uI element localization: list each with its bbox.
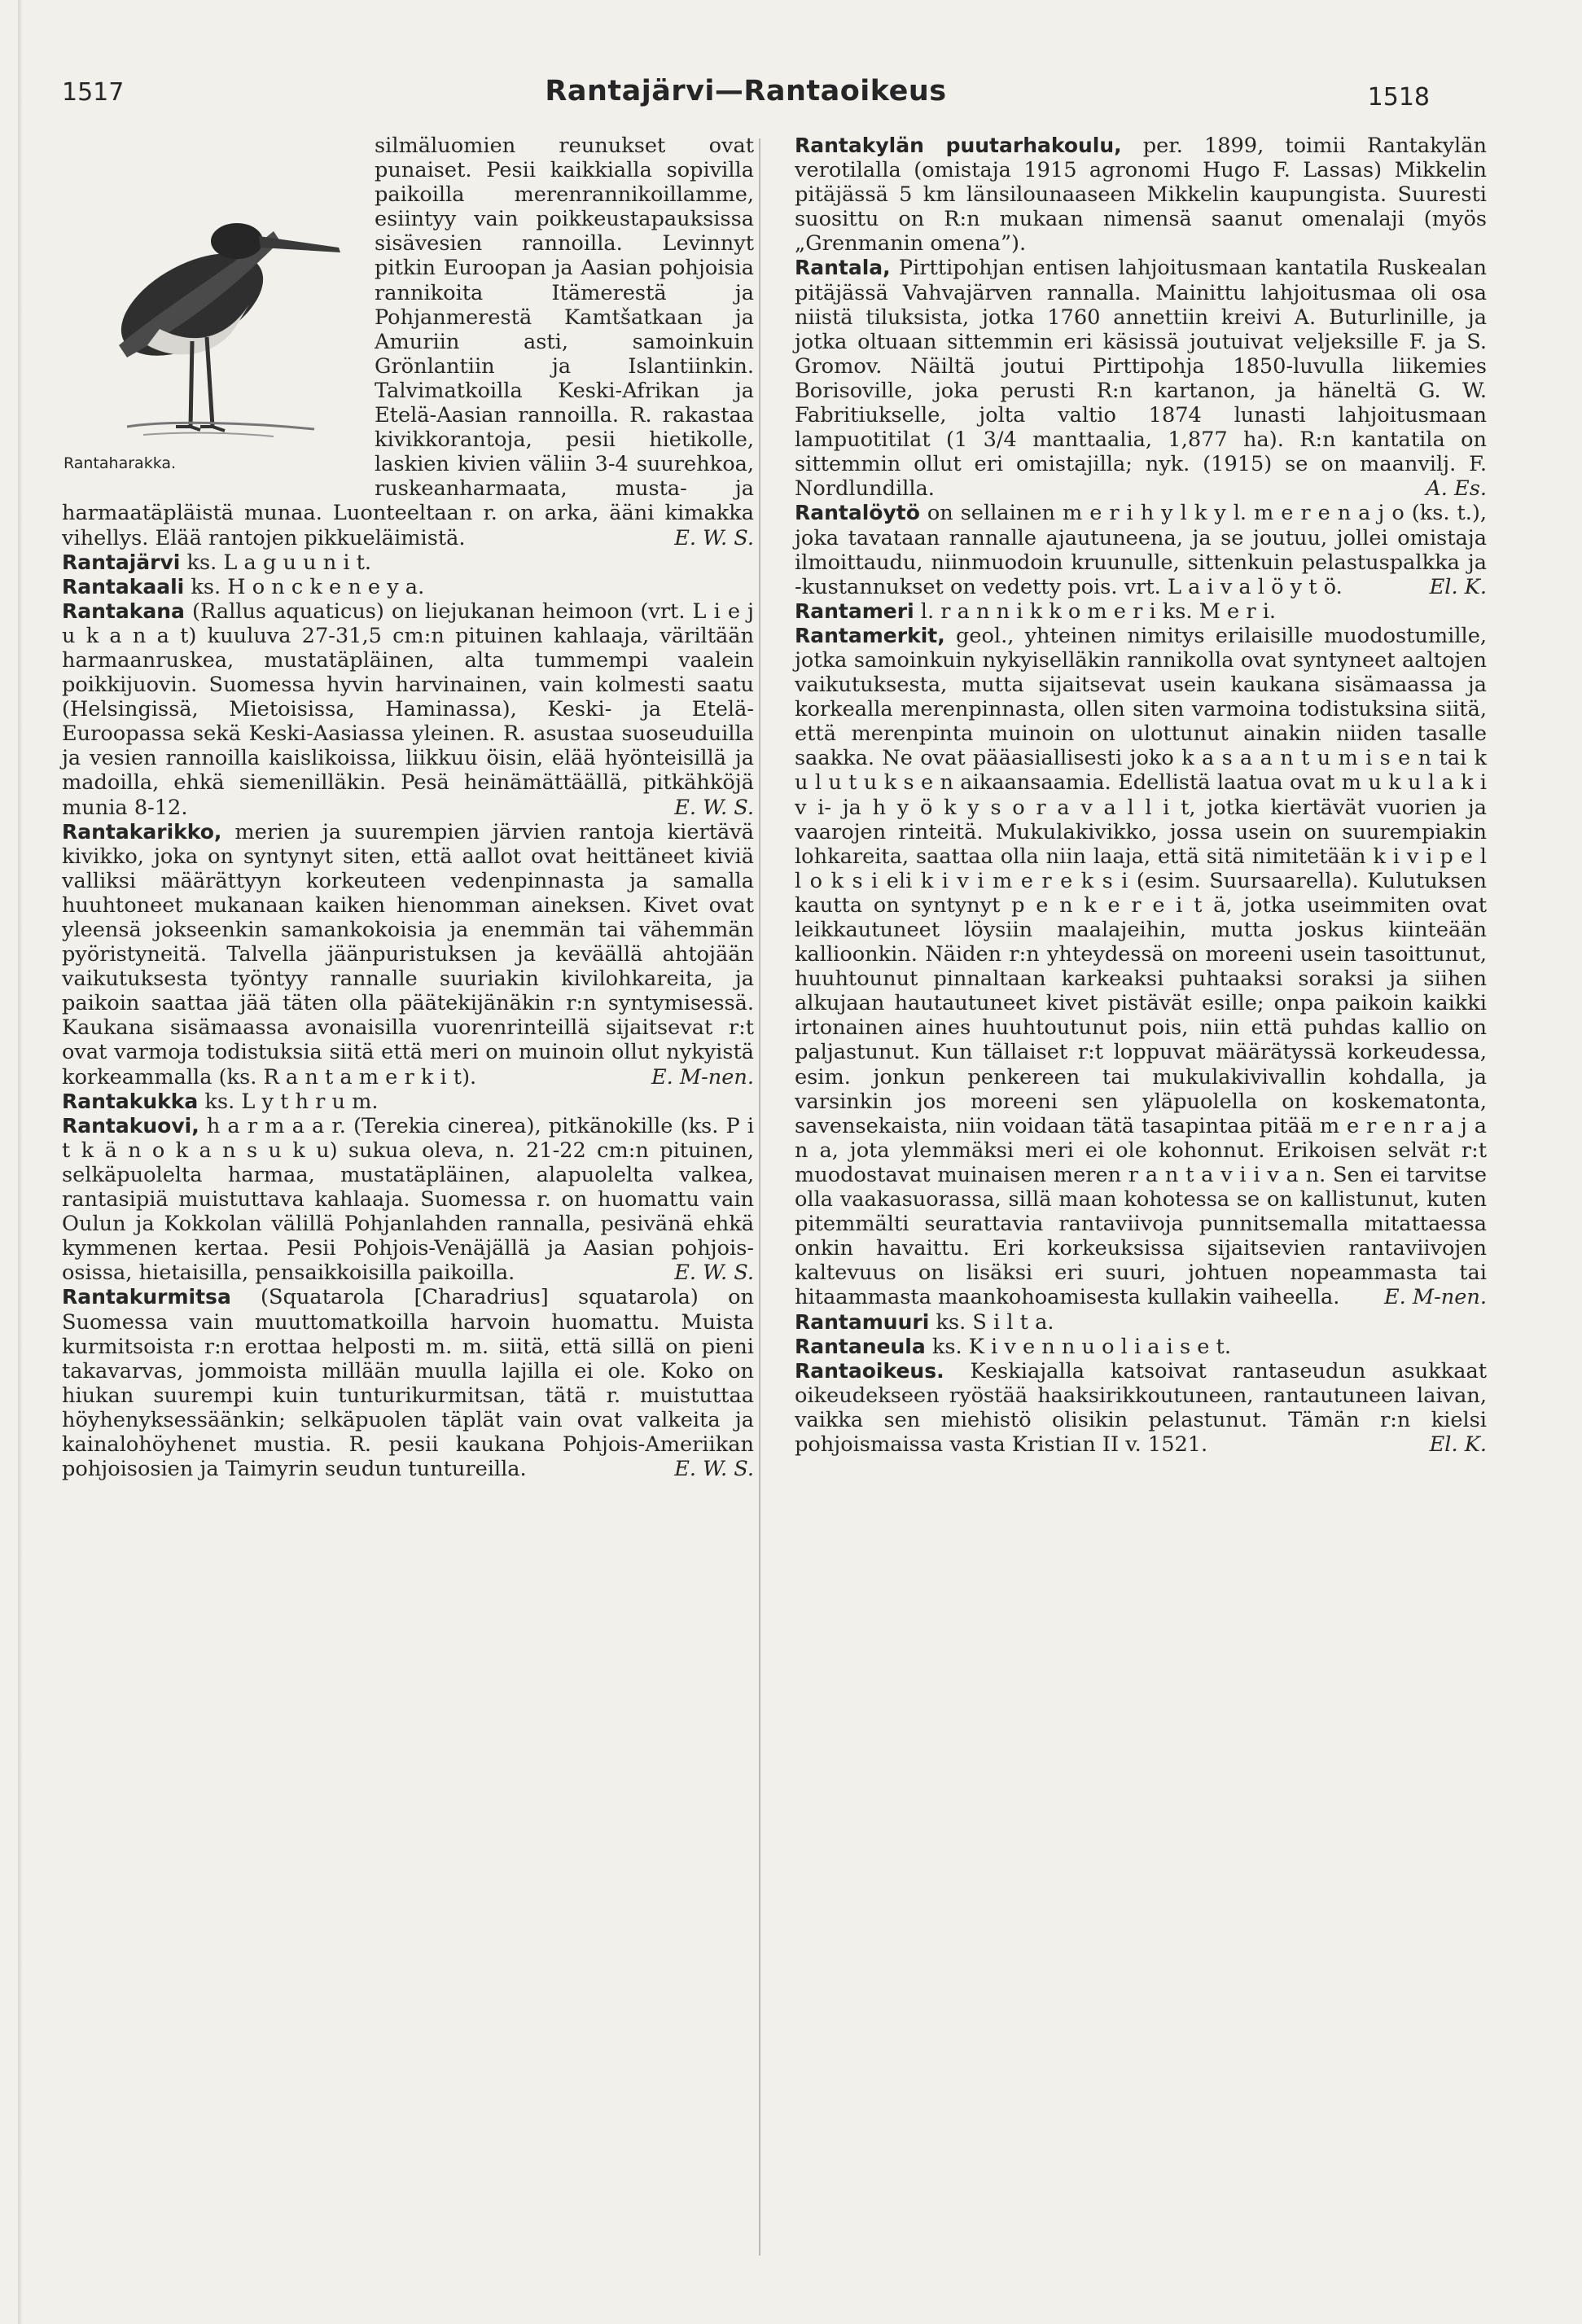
shorebird-icon xyxy=(70,182,355,443)
page-title: Rantajärvi—Rantaoikeus xyxy=(545,75,947,107)
entry-headword: Rantamerkit, xyxy=(795,623,945,647)
entry xyxy=(62,575,754,599)
entry-headword: Rantajärvi xyxy=(62,550,181,574)
entry-headword: Rantalöytö xyxy=(795,501,920,525)
entry xyxy=(62,820,754,1090)
figure-rantaharakka xyxy=(62,182,363,476)
entry-text: (Squatarola [Charadrius] squatarola) on Suomessa vain muuttomatkoilla harvoin huomattu. Muista kurmitsoista r:n erottaa helposti m. m. siitä, että sillä on pieni takavarvas, jommoista millään muulla lajilla ei ole. Koko on hiukan suurempi kuin tunturikurmitsan, tätä r. muistuttaa höyhenyksessäänkin; selkäpuolen täplät vain ovat valkeita ja kainalohöyhenet mustia. R. pesii kaukana Pohjois-Ameriikan pohjoisosien ja Taimyrin seudun tuntureilla. xyxy=(62,1285,754,1482)
entry-signature: E. M-nen. xyxy=(1383,1285,1487,1310)
page-header xyxy=(62,72,1430,121)
entry-text: per. 1899, toimii Rantakylän verotilalla (omistaja 1915 agronomi Hugo F. Lassas) Mikkelin pitäjässä 5 km länsilounaaseen Mikkelin kaupungista. Suuresti suosittu on R:n mukaan nimensä saanut omenalaji (myös „Grenmanin omena”). xyxy=(795,134,1487,257)
entry-text: ks. L a g u u n i t. xyxy=(180,550,372,575)
entry xyxy=(795,1359,1487,1457)
page-number-left: 1517 xyxy=(62,78,125,107)
entry-headword: Rantaoikeus. xyxy=(795,1358,944,1383)
entry-headword: Rantakylän puutarhakoulu, xyxy=(795,134,1122,157)
entry-headword: Rantakarikko, xyxy=(62,819,222,844)
entry xyxy=(795,1335,1487,1359)
entry-signature: El. K. xyxy=(1429,1432,1487,1457)
entry-headword: Rantameri xyxy=(795,599,914,623)
column-divider xyxy=(759,138,760,2256)
entry-headword: Rantala, xyxy=(795,256,891,280)
entry-text: on sellainen m e r i h y l k y l. m e r e n a j o (ks. t.), joka tavataan rannalle ajautuneena, ja se joutuu, jollei omistaja ilmoittaudu, niinmuodoin kruunulle, sittenkuin pelastuspalkka ja -kustannukset on vedetty pois. vrt. L a i v a l ö y t ö. xyxy=(795,501,1487,599)
entry xyxy=(795,134,1487,256)
entry-text: geol., yhteinen nimitys erilaisille muodostumille, jotka samoinkuin nykyiselläkin rannikolla ovat syntyneet aaltojen vaikutuksesta, mutta sijaitsevat usein kaukana sisämaassa ja korkealla merenpinnasta, ollen siten varmoina todistuksina siitä, että merenpinta muinoin on ulottunut ainakin niiden tasalle saakka. Ne ovat pääasiallisesti joko k a s a a n t u m i s e n tai k u l u t u k s e n aikaansaamia. Edellistä laatua ovat m u k u l a k i v i- ja h y ö k y s o r a v a l l i t, jotka kiertävät vuorien ja vaarojen rinteitä. Mukulakivikko, jossa usein on suurempiakin lohkareita, saattaa olla niin laaja, että sitä nimitetään k i v i p e l l o k s i eli k i v i m e r e k s i (esim. Suursaarella). Kulutuksen kautta on syntynyt p e n k e r e i t ä, jotka useimmiten ovat leikkautuneet löysiin maalajeihin, mutta joskus kiinteään kallioonkin. Näiden r:n yhteydessä on moreeni usein tasoittunut, huuhtounut pinnaltaan karkeaksi puhtaaksi soraksi ja siihen alkujaan hautautuneet kivet pistävät esille; onpa paikoin kaikki irtonainen aines huuhtoutunut pois, niin että puhdas kallio on paljastunut. Kun tällaiset r:t loppuvat määrätyssä korkeudessa, esim. jonkun penkereen tai mukulakivivallin kohdalla, ja varsinkin jos moreeni sen yläpuolella on koskematonta, savensekaista, niin voidaan tätä tasapintaa pitää m e r e n r a j a n a, jota ylemmäksi meri ei ole kohonnut. Erikoisen selvät r:t muodostavat muinaisen meren r a n t a v i i v a n. Sen ei tarvitse olla vaakasuorassa, sillä maan kohotessa se on kallistunut, kuten pitemmälti seurattavia rantaviivoja punnitsemalla mitattaessa onkin havaittu. Eri korkeuksissa sijaitsevien rantaviivojen kaltevuus on lisäksi eri suuri, johtuen nopeammasta tai hitaammasta maankohoamisesta kullakin vaiheella. xyxy=(795,623,1487,1310)
entry-text: merien ja suurempien järvien rantoja kiertävä kivikko, joka on syntynyt siten, että aallot ovat heittäneet kiviä valliksi määrättyyn korkeuteen vedenpinnasta ja samalla huuhtoneet mukanaan kaiken hienomman aineksen. Kivet ovat yleensä jokseenkin samankokoisia ja enemmän tai vähemmän pyöristyneitä. Talvella jäänpuristuksen ja keväällä ahtojään vaikutuksesta työntyy rannalle suuriakin kivilohkareita, ja paikoin saattaa jää täten olla päätekijänäkin r:n syntymisessä. Kaukana sisämaassa avonaisilla vuorenrinteillä sijaitsevat r:t ovat varmoja todistuksia siitä että meri on muinoin ollut nykyistä korkeammalla (ks. R a n t a m e r k i t). xyxy=(62,819,754,1090)
binding-edge xyxy=(18,0,23,2324)
entry xyxy=(62,1114,754,1286)
entry-text: ks. H o n c k e n e y a. xyxy=(184,574,425,599)
entry-signature: E. W. S. xyxy=(674,1457,754,1482)
entry-text: l. r a n n i k k o m e r i ks. M e r i. xyxy=(914,599,1277,624)
entry xyxy=(62,599,754,820)
left-column xyxy=(62,134,754,1481)
entry-headword: Rantaneula xyxy=(795,1334,926,1358)
entry-signature: E. W. S. xyxy=(674,795,754,820)
figure-caption: Rantaharakka. xyxy=(64,454,177,472)
entry-text: Keskiajalla katsoivat rantaseudun asukkaat oikeudekseen ryöstää haaksirikkoutuneen, rantautuneen laivan, vaikka sen miehistö olisikin pelastunut. Tämän r:n kielsi pohjoismaissa vasta Kristian II v. 1521. xyxy=(795,1358,1487,1457)
entry xyxy=(62,1090,754,1114)
entry-headword: Rantakurmitsa xyxy=(62,1285,231,1309)
entry-text: h a r m a a r. (Terekia cinerea), pitkänokille (ks. P i t k ä n o k a n s u k u) sukua oleva, n. 21-22 cm:n pituinen, selkäpuolelta harmaa, mustatäpläinen, alapuolelta valkea, rantasipiä muistuttava kahlaaja. Suomessa r. on huomattu vain Oulun ja Kokkolan välillä Pohjanlahden rannalla, pesivänä ehkä kymmenen kertaa. Pesii Pohjois-Venäjällä ja Aasian pohjois-osissa, hietaisilla, pensaikkoisilla paikoilla. xyxy=(62,1113,754,1286)
entry-text: (Rallus aquaticus) on liejukanan heimoon (vrt. L i e j u k a n a t) kuuluva 27-31,5 cm:n pituinen kahlaaja, väriltään harmaanruskea, mustatäpläinen, alta tummempi vaalein poikkijuovin. Suomessa hyvin harvinainen, vain kolmesti saatu (Helsingissä, Mietoisissa, Haminassa), Keski- ja Etelä-Euroopassa sekä Keski-Aasiassa yleinen. R. asustaa suoseuduilla ja vesien rannoilla kaislikoissa, liikkuu öisin, elää hyönteisillä ja madoilla, ehkä siemenilläkin. Pesä heinämättäällä, pitkähköjä munia 8-12. xyxy=(62,599,754,820)
entry-text: Pirttipohjan entisen lahjoitusmaan kantatila Ruskealan pitäjässä Vahvajärven rannalla. Mainittu lahjoitusmaa oli osa niistä tiluksista, jotka 1760 annettiin kreivi A. Buturlinille, ja jotka oltuaan sittemmin eri käsissä joutuivat veljeksille F. ja S. Gromov. Näiltä joutui Pirttipohja 1850-luvulla liikemies Borisoville, joka perusti R:n kartanon, ja häneltä G. W. Fabritiukselle, jolta valtio 1874 lunasti lahjoitusmaan lampuotitilat (1 3/4 manttaalia, 1,877 ha). R:n kantatila on sittemmin ollut eri omistajilla; nyk. (1915) se on maanvilj. F. Nordlundilla. xyxy=(795,256,1487,502)
entry-headword: Rantakuovi, xyxy=(62,1113,199,1138)
entry-headword: Rantamuuri xyxy=(795,1309,930,1334)
entry-text: silmäluomien reunukset ovat punaiset. Pesii kaikkialla sopivilla paikoilla merenrannikoillamme, esiintyy vain poikkeustapauksissa sisävesien rannoilla. Levinnyt pitkin Euroopan ja Aasian pohjoisia rannikoita Itämerestä ja Pohjanmerestä Kamtšatkaan ja Amuriin asti, samoinkuin Grönlantiin ja Islantiinkin. Talvimatkoilla Keski-Afrikan ja Etelä-Aasian rannoilla. R. rakastaa kivikkorantoja, pesii hietikolle, laskien kivien väliin 3-4 suurehkoa, ruskeanharmaata, musta- ja harmaatäpläistä munaa. Luonteeltaan r. on arka, ääni kimakka vihellys. Elää rantojen pikkueläimistä. xyxy=(62,134,754,550)
entry xyxy=(795,1310,1487,1335)
entry-signature: El. K. xyxy=(1429,574,1487,599)
entry-headword: Rantakana xyxy=(62,599,185,623)
right-column xyxy=(795,134,1487,1457)
entry xyxy=(62,550,754,575)
entry xyxy=(795,599,1487,624)
entry-text: ks. K i v e n n u o l i a i s e t. xyxy=(925,1334,1231,1359)
entry xyxy=(795,501,1487,599)
entry xyxy=(795,256,1487,501)
entry-signature: E. W. S. xyxy=(674,525,754,550)
entry-headword: Rantakukka xyxy=(62,1089,199,1113)
entry xyxy=(795,624,1487,1310)
entry-text: ks. S i l t a. xyxy=(929,1309,1054,1335)
entry-text: ks. L y t h r u m. xyxy=(198,1089,379,1114)
page-number-right: 1518 xyxy=(1367,83,1430,112)
entry xyxy=(62,1285,754,1481)
entry-signature: E. W. S. xyxy=(674,1261,754,1286)
entry-headword: Rantakaali xyxy=(62,574,185,599)
entry-signature: E. M-nen. xyxy=(651,1064,754,1090)
entry-signature: A. Es. xyxy=(1426,476,1487,502)
